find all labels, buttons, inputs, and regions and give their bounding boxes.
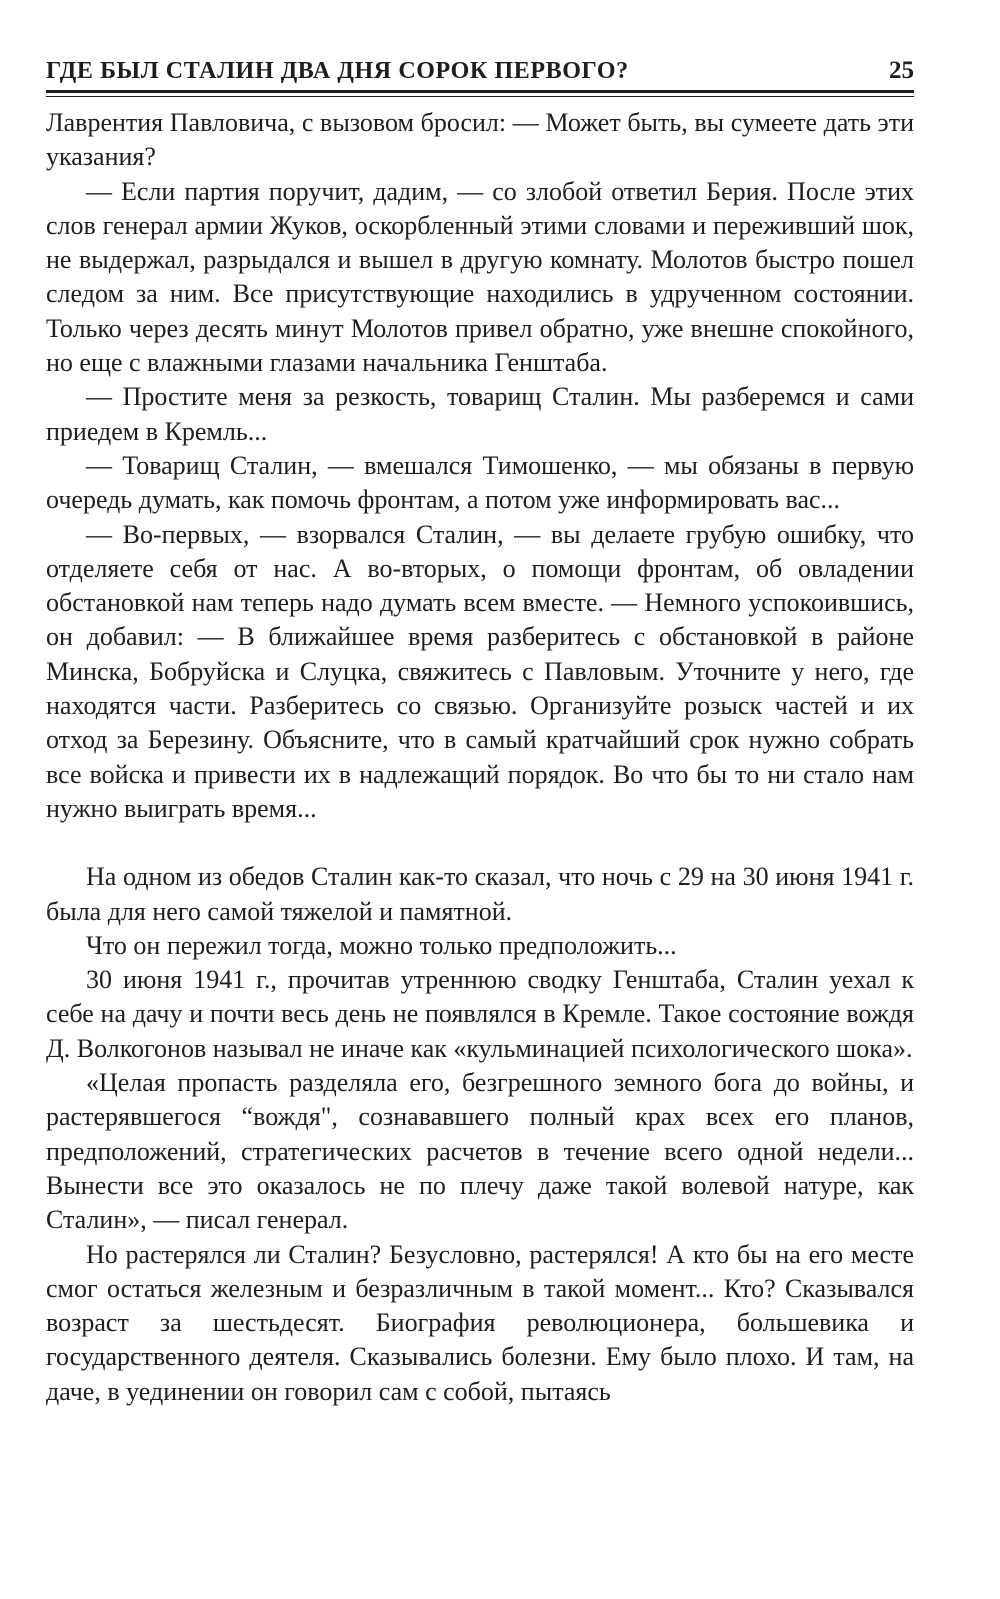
paragraph-timoshenko: — Товарищ Сталин, — вмешался Тимошенко, — мы обязаны в первую очередь думать, как помочь фронтам, а потом уже информировать вас... xyxy=(46,450,914,515)
paragraph-night-june-29: На одном из обедов Сталин как-то сказал, что ночь с 29 на 30 июня 1941 г. была для него самой тяжелой и памятной. xyxy=(46,862,914,926)
paragraph-quote-volkogonov: «Целая пропасть разделяла его, безгрешного земного бога до войны, и растерявшегося “вождя", сознававшего полный крах всех его планов, предположений, стратегических расчетов в течение всего одной недели... Вынести все это оказалось не по плечу даже такой волевой натуре, как Сталин», — писал генерал. xyxy=(46,1068,914,1235)
paragraph-june-30: 30 июня 1941 г., прочитав утреннюю сводку Генштаба, Сталин уехал к себе на дачу и почти весь день не появлялся в Кремле. Такое состояние вождя Д. Волкогонов называл не иначе как «кульминацией психологического шока». xyxy=(46,965,914,1063)
header-rule-thin xyxy=(46,96,914,97)
running-title: ГДЕ БЫЛ СТАЛИН ДВА ДНЯ СОРОК ПЕРВОГО? xyxy=(46,58,629,84)
header-rule-thick xyxy=(46,90,914,93)
body-text xyxy=(46,106,914,1409)
paragraph-was-he-lost: Но растерялся ли Сталин? Безусловно, растерялся! А кто бы на его месте смог остаться железным и безразличным в такой момент... Кто? Сказывался возраст за шестьдесят. Биография революционера, большевика и государственного деятеля. Сказывались болезни. Ему было плохо. И там, на даче, в уединении он говорил сам с собой, пытаясь xyxy=(46,1239,914,1406)
page-number: 25 xyxy=(889,57,914,84)
paragraph-stalin-orders: — Во-первых, — взорвался Сталин, — вы делаете грубую ошибку, что отделяете себя от нас. А во-вторых, о помощи фронтам, об овладении обстановкой нам теперь надо думать всем вместе. — Немного успокоившись, он добавил: — В ближайшее время разберитесь с обстановкой в районе Минска, Бобруйска и Слуцка, свяжитесь с Павловым. Уточните у него, где находятся части. Разберитесь со связью. Организуйте розыск частей и их отход за Березину. Объясните, что в самый кратчайший срок нужно собрать все войска и привести их в надлежащий порядок. Во что бы то ни стало нам нужно выиграть время... xyxy=(46,519,914,823)
paragraph-continuation: Лаврентия Павловича, с вызовом бросил: — Может быть, вы сумеете дать эти указания? xyxy=(46,108,914,172)
paragraph-apology: — Простите меня за резкость, товарищ Сталин. Мы разберемся и сами приедем в Кремль... xyxy=(46,382,914,446)
paragraph-what-he-lived: Что он пережил тогда, можно только предположить... xyxy=(86,930,677,960)
paragraph-beria-reply: — Если партия поручит, дадим, — со злобой ответил Берия. После этих слов генерал армии Жуков, оскорбленный этими словами и переживший шок, не выдержал, разрыдался и вышел в другую комнату. Молотов быстро пошел следом за ним. Все присутствующие находились в удрученном состоянии. Только через десять минут Молотов привел обратно, уже внешне спокойного, но еще с влажными глазами начальника Генштаба. xyxy=(46,176,914,378)
running-header xyxy=(46,0,914,90)
